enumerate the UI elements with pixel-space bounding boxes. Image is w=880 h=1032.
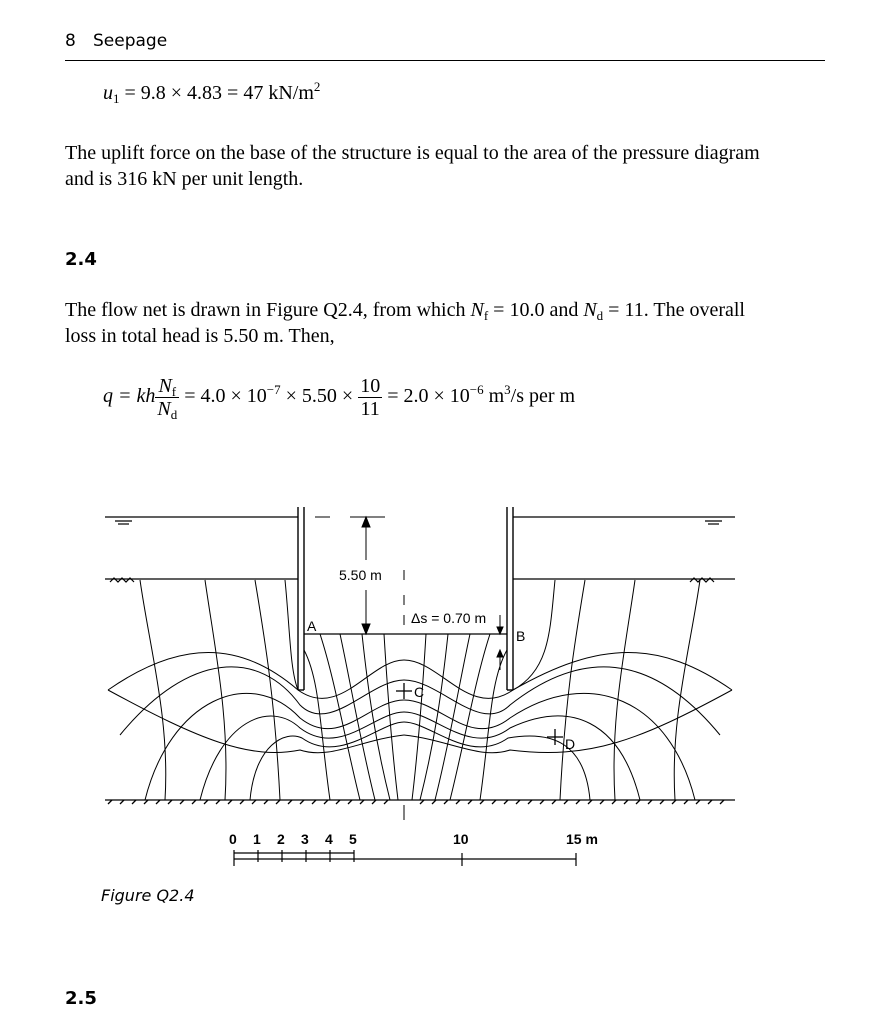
figure-caption: Figure Q2.4 [101,886,195,905]
running-head: Seepage [93,31,168,51]
paragraph-flow-net: The flow net is drawn in Figure Q2.4, from which $N_f = 10.0$ and $N_d = 11$. The overall loss in total head is 5.50 m. Then, [65,299,745,347]
head-dimension [315,517,404,820]
downstream-water-surface [513,517,735,524]
scale-tick-5: 5 [349,831,357,847]
scale-tick-4: 4 [325,831,333,847]
fraction-10-11: $\frac{10}{11}$ [360,375,381,420]
scale-tick-15: 15 m [566,831,598,847]
delta-s-label: Δs = 0.70 m [411,610,487,626]
scale-bar [234,850,576,866]
page-number: 8 [65,31,76,51]
ground-surface [105,578,735,582]
point-c-marker [396,683,412,699]
flow-net-figure [0,490,880,880]
equation-u1: $u_1 = 9.8 \times 4.83 = 47$ $kN/m^2$ [103,79,321,106]
point-d-label: D [565,736,576,752]
point-b-label: B [516,628,526,644]
equation-flow-rate: q = kh $\frac{N_f}{N_d}$ = $4.0 \times 10^{-7} \times 5.50$ × $\frac{10}{11}$ = $2.0 \times 10^{-6}$ $m^3/s$ per m [103,375,576,422]
sheet-pile-left [298,507,304,690]
scale-tick-10: 10 [453,831,469,847]
paragraph-uplift: The uplift force on the base of the structure is equal to the area of the pressure diagram and is 316 kN per unit length. [65,142,760,190]
scale-tick-0: 0 [229,831,237,847]
sheet-pile-right [507,507,513,690]
scale-tick-2: 2 [277,831,285,847]
flow-lines [108,653,732,801]
scale-tick-3: 3 [301,831,309,847]
section-2-4-heading: 2.4 [65,249,97,270]
section-2-5-heading: 2.5 [65,988,97,1009]
fraction-nf-nd: $\frac{N_f}{N_d}$ [157,375,178,422]
head-loss-label: 5.50 m [339,567,382,583]
header-rule [65,60,825,61]
point-c-label: C [414,684,425,700]
scale-tick-1: 1 [253,831,261,847]
impermeable-stratum [105,800,735,804]
upstream-water-surface [105,517,298,524]
point-a-label: A [307,618,317,634]
